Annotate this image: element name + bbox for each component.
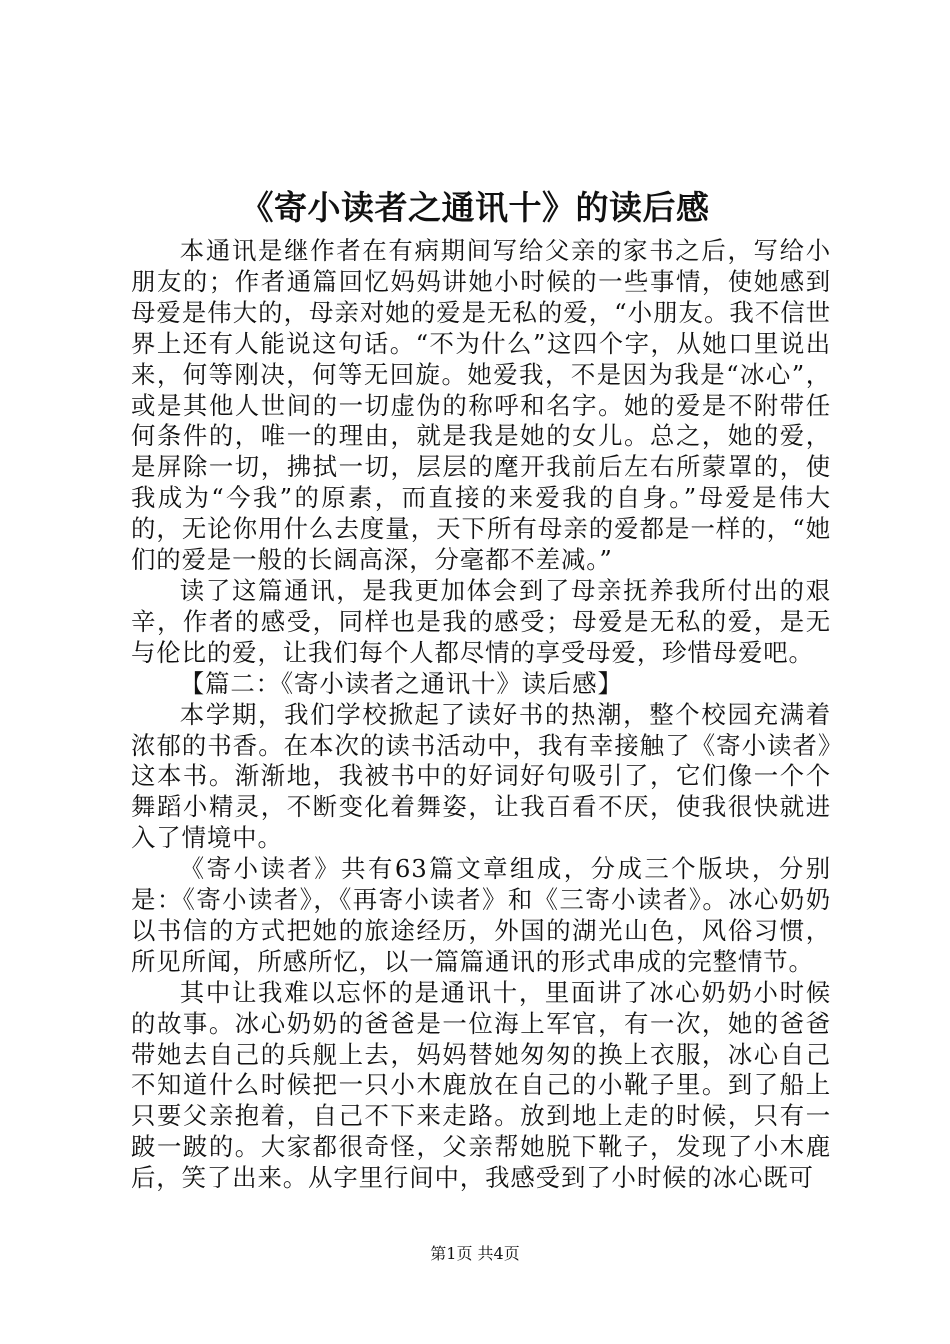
- paragraph: 本通讯是继作者在有病期间写给父亲的家书之后，写给小朋友的；作者通篇回忆妈妈讲她小时候的一些事情，使她感到母爱是伟大的，母亲对她的爱是无私的爱，“小朋友。我不信世界上还有人能说这句话。“不为什么”这四个字，从她口里说出来，何等刚决，何等无回旋。她爱我，不是因为我是“冰心”，或是其他人世间的一切虚伪的称呼和名字。她的爱是不附带任何条件的，唯一的理由，就是我是她的女儿。总之，她的爱，是屏除一切，拂拭一切，层层的麾开我前后左右所蒙罩的，使我成为“今我”的原素，而直接的来爱我的自身。”母爱是伟大的，无论你用什么去度量，天下所有母亲的爱都是一样的，“她们的爱是一般的长阔高深，分毫都不差减。”: [131, 236, 831, 575]
- paragraph: 其中让我难以忘怀的是通讯十，里面讲了冰心奶奶小时候的故事。冰心奶奶的爸爸是一位海上军官，有一次，她的爸爸带她去自己的兵舰上去，妈妈替她匆匆的换上衣服，冰心自己不知道什么时候把一只小木鹿放在自己的小靴子里。到了船上只要父亲抱着，自己不下来走路。放到地上走的时候，只有一跛一跛的。大家都很奇怪，父亲帮她脱下靴子，发现了小木鹿后，笑了出来。从字里行间中，我感受到了小时候的冰心既可: [131, 977, 831, 1193]
- paragraph: 《寄小读者》共有63篇文章组成，分成三个版块，分别是：《寄小读者》，《再寄小读者》和《三寄小读者》。冰心奶奶以书信的方式把她的旅途经历，外国的湖光山色，风俗习惯，所见所闻，所感所忆，以一篇篇通讯的形式串成的完整情节。: [131, 854, 831, 976]
- paragraph: 本学期，我们学校掀起了读好书的热潮，整个校园充满着浓郁的书香。在本次的读书活动中，我有幸接触了《寄小读者》这本书。渐渐地，我被书中的好词好句吸引了，它们像一个个舞蹈小精灵，不断变化着舞姿，让我百看不厌，使我很快就进入了情境中。: [131, 699, 831, 853]
- document-body: [131, 236, 831, 1194]
- section-heading: 【篇二：《寄小读者之通讯十》读后感】: [179, 668, 623, 698]
- page-number-footer: 第1页 共4页: [430, 1244, 520, 1263]
- paragraph: 读了这篇通讯，是我更加体会到了母亲抚养我所付出的艰辛，作者的感受，同样也是我的感受；母爱是无私的爱，是无与伦比的爱，让我们每个人都尽情的享受母爱，珍惜母爱吧。: [131, 575, 831, 667]
- document-title: 《寄小读者之通讯十》的读后感: [240, 188, 710, 227]
